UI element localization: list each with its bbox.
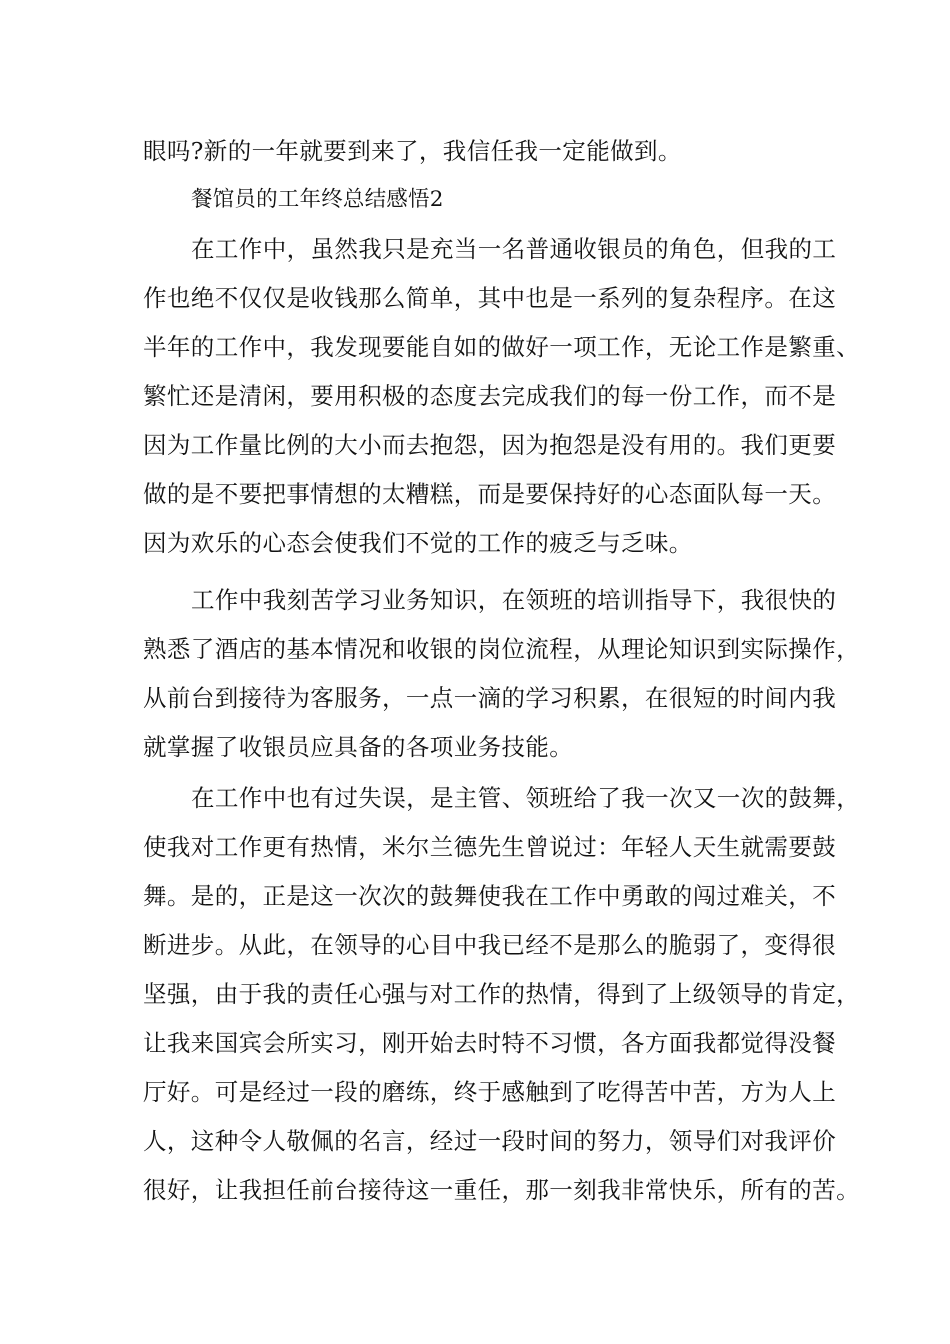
text-line: 很好，让我担任前台接待这一重任，那一刻我非常快乐，所有的苦。 [143,1176,860,1204]
text-line: 舞。是的，正是这一次次的鼓舞使我在工作中勇敢的闯过难关，不 [143,882,837,910]
text-line: 断进步。从此，在领导的心目中我已经不是那么的脆弱了，变得很 [143,931,837,959]
text-line: 在工作中也有过失误，是主管、领班给了我一次又一次的鼓舞， [191,784,861,812]
text-line: 人，这种令人敬佩的名言，经过一段时间的努力，领导们对我评价 [143,1127,837,1155]
text-line: 繁忙还是清闲，要用积极的态度去完成我们的每一份工作，而不是 [143,382,837,410]
text-line: 让我来国宾会所实习，刚开始去时特不习惯，各方面我都觉得没餐 [143,1029,837,1057]
text-line: 作也绝不仅仅是收钱那么简单，其中也是一系列的复杂程序。在这 [143,284,837,312]
text-line: 从前台到接待为客服务，一点一滴的学习积累，在很短的时间内我 [143,684,837,712]
text-line: 熟悉了酒店的基本情况和收银的岗位流程，从理论知识到实际操作， [143,635,860,663]
text-line: 半年的工作中，我发现要能自如的做好一项工作，无论工作是繁重、 [143,333,860,361]
text-line: 因为欢乐的心态会使我们不觉的工作的疲乏与乏味。 [143,529,693,557]
text-line: 就掌握了收银员应具备的各项业务技能。 [143,733,574,761]
text-line: 眼吗?新的一年就要到来了，我信任我一定能做到。 [143,137,682,165]
text-line: 在工作中，虽然我只是充当一名普通收银员的角色，但我的工 [191,235,837,263]
text-line: 做的是不要把事情想的太糟糕，而是要保持好的心态面队每一天。 [143,480,837,508]
text-line: 使我对工作更有热情，米尔兰德先生曾说过：年轻人天生就需要鼓 [143,833,837,861]
text-line: 厅好。可是经过一段的磨练，终于感触到了吃得苦中苦，方为人上 [143,1078,837,1106]
text-line: 坚强，由于我的责任心强与对工作的热情，得到了上级领导的肯定， [143,980,860,1008]
text-line: 因为工作量比例的大小而去抱怨，因为抱怨是没有用的。我们更要 [143,431,837,459]
section-heading: 餐馆员的工年终总结感悟2 [191,187,444,212]
text-line: 工作中我刻苦学习业务知识，在领班的培训指导下，我很快的 [191,586,837,614]
